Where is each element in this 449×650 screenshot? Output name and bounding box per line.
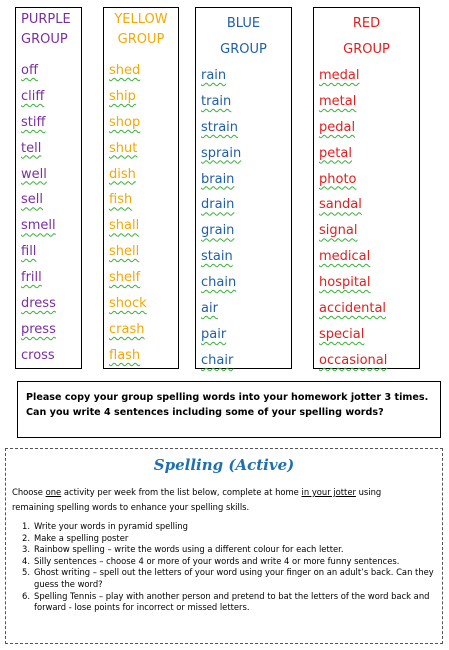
spelling-word: chair: [201, 352, 234, 368]
activity-item: 3. Rainbow spelling – write the words using a different colour for each letter.: [22, 544, 344, 555]
spelling-word: fish: [109, 192, 133, 208]
spelling-word: drain: [201, 197, 235, 213]
spelling-word: press: [21, 321, 56, 337]
activity-intro: Choose one activity per week from the list below, complete at home in your jotter using remaining spelling words to enhance your spelling skills.: [12, 487, 382, 512]
blue-group-box: [195, 7, 292, 369]
spelling-word: shell: [109, 244, 140, 260]
activity-list: [14, 521, 440, 614]
spelling-word: hospital: [319, 275, 371, 291]
spelling-word: crash: [109, 321, 145, 337]
homework-line-2: Can you write 4 sentences including some of your spelling words?: [26, 407, 384, 418]
activity-item: 1. Write your words in pyramid spelling: [22, 521, 188, 531]
red-group-title: RED GROUP: [343, 16, 390, 57]
spelling-word: smell: [21, 218, 56, 234]
spelling-word: brain: [201, 171, 235, 187]
yellow-word-list: [109, 63, 147, 374]
spelling-word: cross: [21, 347, 55, 363]
spelling-word: shut: [109, 140, 138, 156]
spelling-word: petal: [319, 145, 352, 161]
spelling-word: occasional: [319, 352, 388, 368]
spelling-word: stiff: [21, 114, 46, 130]
yellow-group-title: YELLOW GROUP: [114, 12, 168, 47]
activity-item: 4. Silly sentences – choose 4 or more of your words and write 4 or more funny sentences.: [22, 555, 400, 566]
blue-word-list: [201, 68, 241, 379]
spelling-word: sandal: [319, 197, 362, 213]
spelling-word: flash: [109, 347, 141, 363]
spelling-word: train: [201, 93, 232, 109]
activity-item: 6. Spelling Tennis – play with another person and pretend to bat the letters of the word back and forward - lose points for incorrect or missed letters.: [22, 590, 430, 613]
activity-item: 2. Make a spelling poster: [22, 532, 129, 543]
spelling-word: well: [21, 166, 47, 182]
spelling-word: off: [21, 63, 38, 78]
purple-group-box: [15, 7, 82, 369]
spelling-word: ship: [109, 88, 136, 104]
spelling-activities-box: [5, 448, 443, 644]
red-group-box: [313, 7, 420, 369]
spelling-word: grain: [201, 223, 235, 239]
spelling-word: dish: [109, 166, 136, 182]
homework-instructions: [17, 381, 441, 438]
activity-title: Spelling (Active): [153, 456, 295, 474]
spelling-word: photo: [319, 171, 357, 187]
spelling-word: shelf: [109, 270, 141, 286]
spelling-word: shock: [109, 296, 147, 312]
activity-item: 5. Ghost writing – spell out the letters of your word using your finger on an adult’s back. Can they guess the word?: [22, 567, 434, 589]
spelling-word: shop: [109, 114, 141, 130]
spelling-word: pair: [201, 326, 227, 342]
spelling-word: medical: [319, 249, 371, 265]
purple-group-title: PURPLE GROUP: [21, 12, 71, 47]
spelling-word: sprain: [201, 145, 242, 161]
spelling-word: strain: [201, 119, 239, 135]
spelling-word: cliff: [21, 88, 45, 104]
spelling-word: special: [319, 326, 365, 342]
spelling-word: chain: [201, 275, 237, 291]
spelling-word: signal: [319, 223, 358, 239]
blue-group-title: BLUE GROUP: [220, 16, 267, 57]
spelling-word: sell: [21, 192, 43, 208]
purple-word-list: [21, 63, 56, 374]
spelling-word: shed: [109, 63, 141, 78]
spelling-word: stain: [201, 249, 233, 265]
spelling-word: dress: [21, 296, 56, 312]
spelling-word: medal: [319, 68, 360, 83]
spelling-word: shall: [109, 218, 140, 234]
spelling-word: metal: [319, 93, 357, 109]
spelling-word: frill: [21, 270, 42, 286]
yellow-group-box: [103, 7, 179, 369]
spelling-word: air: [201, 301, 218, 317]
spelling-word: tell: [21, 140, 42, 156]
spelling-word: rain: [201, 68, 227, 83]
spelling-word: accidental: [319, 301, 387, 317]
spelling-word: pedal: [319, 119, 356, 135]
red-word-list: [319, 68, 387, 379]
homework-line-1: Please copy your group spelling words into your homework jotter 3 times.: [26, 392, 429, 403]
spelling-word: fill: [21, 244, 37, 260]
